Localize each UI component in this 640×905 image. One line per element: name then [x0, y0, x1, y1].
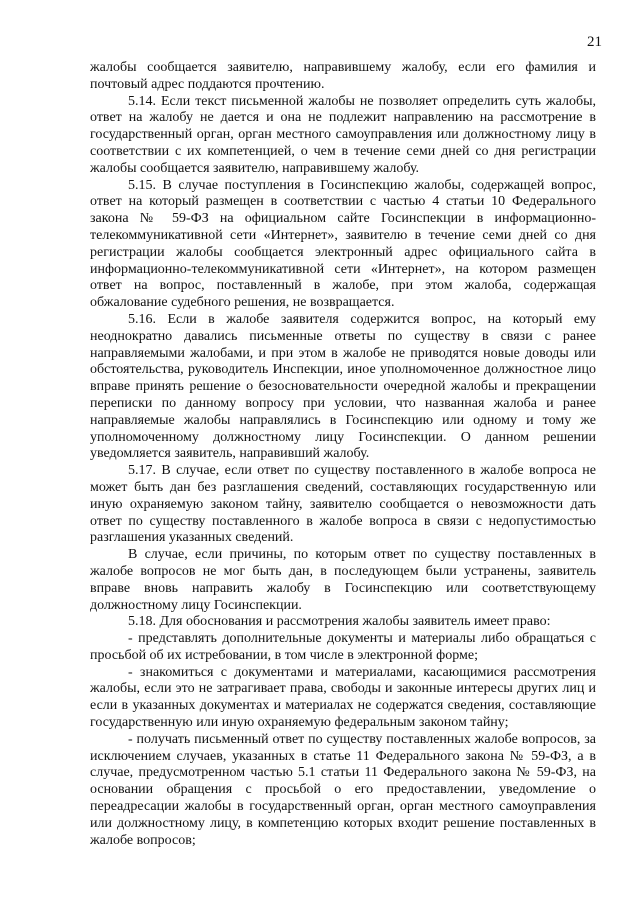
list-item-written-answer: - получать письменный ответ по существу поставленных жалобе вопросов, за исключением случаев, указанных в статье 11 Федерального закона № 59-ФЗ, а в случае, предусмотренном частью 5.1 статьи 11 Федерального закона № 59-ФЗ, на основании обращения с просьбой о его предоставлении, уведомление о переадресации жалобы в государственный орган, орган местного самоуправления или должностному лицу, в компетенцию которых входит решение поставленных в жалобе вопросов; [90, 731, 596, 848]
paragraph-5-18: 5.18. Для обоснования и рассмотрения жалобы заявитель имеет право: [128, 614, 551, 630]
paragraph-5-17-continued: В случае, если причины, по которым ответ по существу поставленных в жалобе вопросов не мог быть дан, в последующем были устранены, заявитель вправе вновь направить жалобу в Госинспекцию или соответствующему должностному лицу Госинспекции. [90, 547, 596, 613]
paragraph-continuation: жалобы сообщается заявителю, направившему жалобу, если его фамилия и почтовый адрес поддаются прочтению. [90, 60, 596, 92]
paragraph-5-15: 5.15. В случае поступления в Госинспекцию жалобы, содержащей вопрос, ответ на который размещен в соответствии с частью 4 статьи 10 Федерального закона № 59-ФЗ на официальном сайте Госинспекции в информационно-телекоммуникативной сети «Интернет», заявителю в течение семи дней со дня регистрации жалобы сообщается электронный адрес официального сайта в информационно-телекоммуникативной сети «Интернет», на котором размещен ответ на вопрос, поставленный в жалобе, при этом жалоба, содержащая обжалование судебного решения, не возвращается. [90, 177, 596, 311]
document-body [90, 60, 596, 849]
paragraph-5-16: 5.16. Если в жалобе заявителя содержится вопрос, на который ему неоднократно давались письменные ответы по существу в связи с ранее направляемыми жалобами, и при этом в жалобе не приводятся новые доводы или обстоятельства, руководитель Инспекции, иное уполномоченное должностное лицо вправе принять решение о безосновательности очередной жалобы и прекращении переписки по данному вопросу при условии, что названная жалоба и ранее направляемые жалобы направлялись в Госинспекцию или одному и тому же уполномоченному должностному лицу Госинспекции. О данном решении уведомляется заявитель, направивший жалобу. [90, 311, 596, 462]
list-item-documents: - представлять дополнительные документы и материалы либо обращаться с просьбой об их истребовании, в том числе в электронной форме; [90, 631, 596, 663]
paragraph-5-14: 5.14. Если текст письменной жалобы не позволяет определить суть жалобы, ответ на жалобу не дается и она не подлежит направлению на рассмотрение в государственный орган, орган местного самоуправления или должностному лицу в соответствии с их компетенцией, о чем в течение семи дней со дня регистрации жалобы сообщается заявителю, направившему жалобу. [90, 93, 596, 176]
paragraph-5-17: 5.17. В случае, если ответ по существу поставленного в жалобе вопроса не может быть дан без разглашения сведений, составляющих государственную или иную охраняемую законом тайну, заявителю сообщается о невозможности дать ответ по существу поставленного в жалобе вопроса в связи с недопустимостью разглашения указанных сведений. [90, 463, 596, 546]
page-number: 21 [587, 34, 602, 50]
list-item-materials: - знакомиться с документами и материалами, касающимися рассмотрения жалобы, если это не затрагивает права, свободы и законные интересы других лиц и если в указанных документах и материалах не содержатся сведения, составляющие государственную или иную охраняемую федеральным законом тайну; [90, 664, 596, 731]
